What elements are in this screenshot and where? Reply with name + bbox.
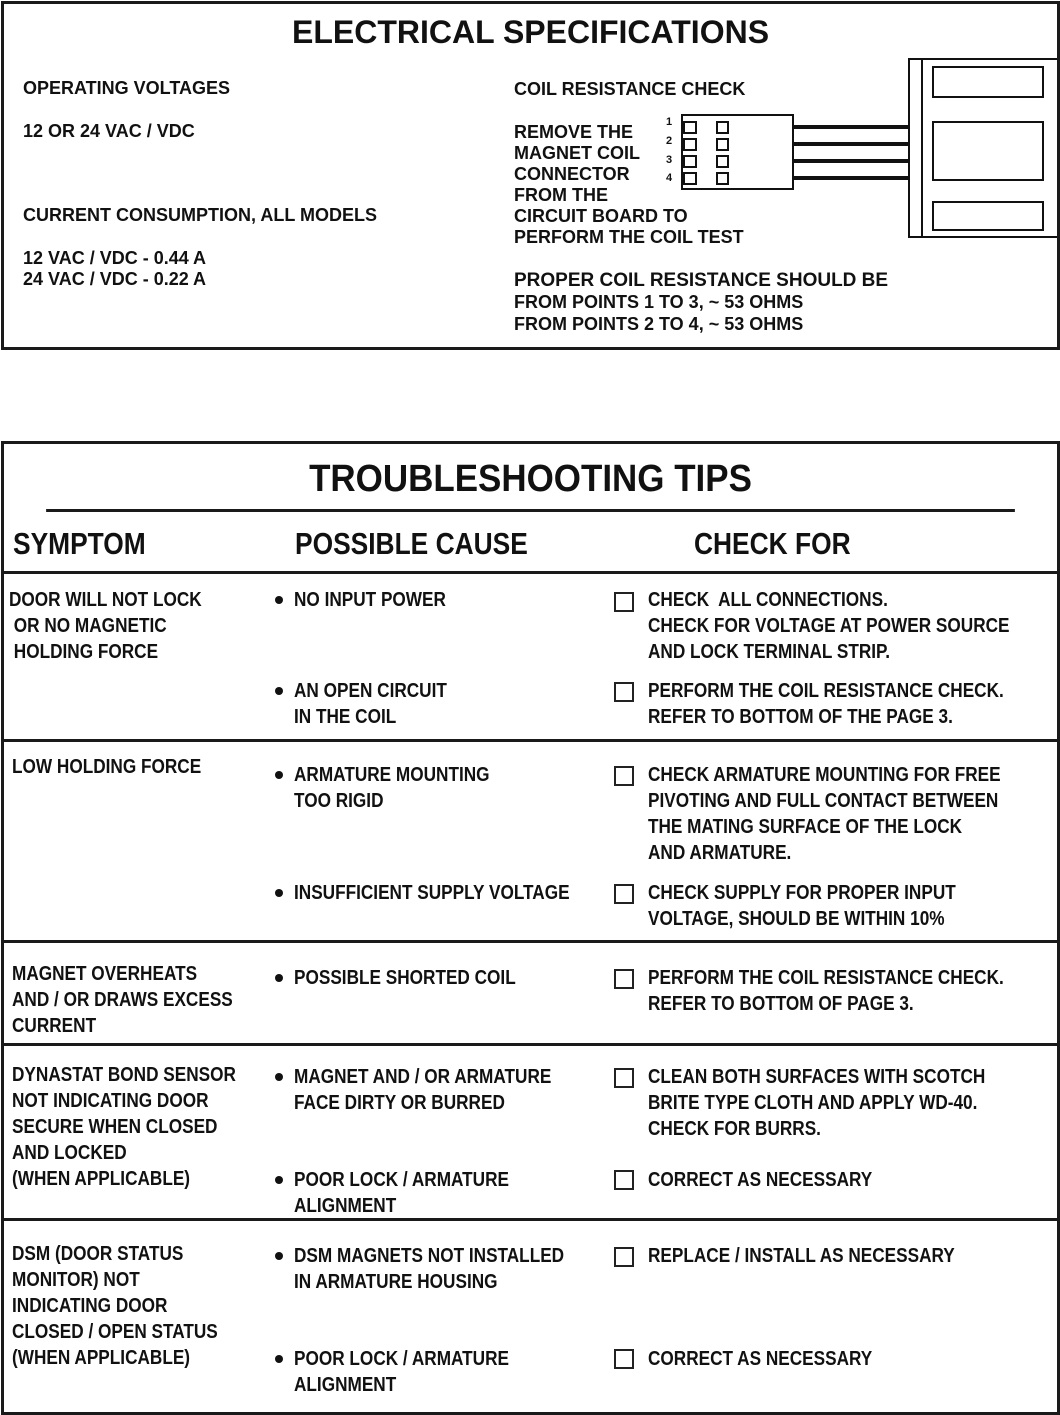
checkbox-icon	[614, 1068, 634, 1088]
coil-connector-diagram	[4, 4, 1057, 347]
checkbox-icon	[614, 969, 634, 989]
current-value-24v: 24 VAC / VDC - 0.22 A	[23, 269, 207, 289]
checkbox-icon	[614, 766, 634, 786]
electrical-specifications-panel	[1, 1, 1060, 350]
table-row	[4, 1221, 1057, 1409]
pin-number-2: 2	[666, 135, 673, 147]
proper-resistance-label: PROPER COIL RESISTANCE SHOULD BE	[514, 270, 889, 291]
checkbox-icon	[614, 682, 634, 702]
check-text: PERFORM THE COIL RESISTANCE CHECK. REFER TO BOTTOM OF THE PAGE 3.	[648, 680, 1004, 728]
circuit-board	[909, 59, 1057, 237]
spec-title: ELECTRICAL SPECIFICATIONS	[291, 14, 770, 50]
check-for-header: CHECK FOR	[694, 526, 851, 561]
proper-resistance-line-2: FROM POINTS 2 TO 4, ~ 53 OHMS	[514, 314, 804, 334]
checkbox-icon	[614, 592, 634, 612]
cause-text: AN OPEN CIRCUIT IN THE COIL	[294, 680, 447, 728]
pin-2-right-pad	[717, 139, 728, 150]
coil-check-label: COIL RESISTANCE CHECK	[514, 79, 746, 99]
cause-text: INSUFFICIENT SUPPLY VOLTAGE	[294, 882, 570, 904]
troubleshooting-title: TROUBLESHOOTING TIPS	[46, 444, 1015, 512]
possible-cause-header: POSSIBLE CAUSE	[295, 526, 528, 561]
check-text: CORRECT AS NECESSARY	[648, 1348, 873, 1370]
symptom-text: DOOR WILL NOT LOCK OR NO MAGNETIC HOLDING FORCE	[9, 589, 202, 663]
coil-check-instructions: REMOVE THE MAGNET COIL CONNECTOR FROM THE CIRCUIT BOARD TO PERFORM THE COIL TEST	[514, 122, 744, 247]
bullet-icon	[275, 771, 283, 779]
check-text: PERFORM THE COIL RESISTANCE CHECK. REFER TO BOTTOM OF PAGE 3.	[648, 967, 1004, 1015]
symptom-text: DSM (DOOR STATUS MONITOR) NOT INDICATING DOOR CLOSED / OPEN STATUS (WHEN APPLICABLE)	[12, 1243, 218, 1369]
pin-2-left-pad	[684, 139, 696, 150]
cause-text: NO INPUT POWER	[294, 589, 446, 611]
bullet-icon	[275, 974, 283, 982]
table-header	[4, 512, 1057, 574]
bullet-icon	[275, 1252, 283, 1260]
troubleshooting-panel	[1, 441, 1060, 1415]
connector-body	[682, 115, 793, 189]
symptom-text: LOW HOLDING FORCE	[12, 756, 202, 778]
pin-3-left-pad	[684, 156, 696, 167]
current-value-12v: 12 VAC / VDC - 0.44 A	[23, 248, 207, 268]
table-row	[4, 943, 1057, 1046]
cause-text: POOR LOCK / ARMATURE ALIGNMENT	[294, 1169, 509, 1217]
bullet-icon	[275, 687, 283, 695]
check-text: CHECK ARMATURE MOUNTING FOR FREE PIVOTING AND FULL CONTACT BETWEEN THE MATING SURFACE OF THE LOCK AND ARMATURE.	[648, 764, 1001, 864]
bullet-icon	[275, 889, 283, 897]
pin-number-3: 3	[666, 154, 673, 166]
pin-number-4: 4	[666, 172, 673, 184]
table-row	[4, 574, 1057, 742]
cause-text: POSSIBLE SHORTED COIL	[294, 967, 516, 989]
pin-4-right-pad	[717, 173, 728, 184]
operating-voltages-label: OPERATING VOLTAGES	[23, 78, 231, 98]
check-text: CHECK ALL CONNECTIONS. CHECK FOR VOLTAGE AT POWER SOURCE AND LOCK TERMINAL STRIP.	[648, 589, 1010, 663]
checkbox-icon	[614, 884, 634, 904]
checkbox-icon	[614, 1349, 634, 1369]
operating-voltages-value: 12 OR 24 VAC / VDC	[23, 121, 195, 141]
bullet-icon	[275, 596, 283, 604]
table-row	[4, 1046, 1057, 1221]
pin-1-right-pad	[717, 122, 728, 133]
bullet-icon	[275, 1355, 283, 1363]
proper-resistance-line-1: FROM POINTS 1 TO 3, ~ 53 OHMS	[514, 292, 804, 312]
cause-text: ARMATURE MOUNTING TOO RIGID	[294, 764, 490, 812]
current-consumption-label: CURRENT CONSUMPTION, ALL MODELS	[23, 205, 377, 225]
pin-4-left-pad	[684, 173, 696, 184]
checkbox-icon	[614, 1170, 634, 1190]
cause-text: MAGNET AND / OR ARMATURE FACE DIRTY OR BURRED	[294, 1066, 552, 1114]
check-text: CLEAN BOTH SURFACES WITH SCOTCH BRITE TYPE CLOTH AND APPLY WD-40. CHECK FOR BURRS.	[648, 1066, 986, 1140]
check-text: REPLACE / INSTALL AS NECESSARY	[648, 1245, 955, 1267]
checkbox-icon	[614, 1247, 634, 1267]
check-text: CHECK SUPPLY FOR PROPER INPUT VOLTAGE, SHOULD BE WITHIN 10%	[648, 882, 956, 930]
cause-text: DSM MAGNETS NOT INSTALLED IN ARMATURE HOUSING	[294, 1245, 565, 1293]
cause-text: POOR LOCK / ARMATURE ALIGNMENT	[294, 1348, 509, 1396]
bullet-icon	[275, 1176, 283, 1184]
coil-wires	[793, 127, 909, 178]
bullet-icon	[275, 1073, 283, 1081]
check-text: CORRECT AS NECESSARY	[648, 1169, 873, 1191]
pin-3-right-pad	[717, 156, 728, 167]
symptom-header: SYMPTOM	[13, 526, 146, 561]
pin-number-1: 1	[666, 116, 673, 128]
symptom-text: MAGNET OVERHEATS AND / OR DRAWS EXCESS CURRENT	[12, 963, 233, 1037]
pin-1-left-pad	[684, 122, 696, 133]
table-row	[4, 742, 1057, 943]
symptom-text: DYNASTAT BOND SENSOR NOT INDICATING DOOR SECURE WHEN CLOSED AND LOCKED (WHEN APPLICABLE)	[12, 1064, 236, 1190]
